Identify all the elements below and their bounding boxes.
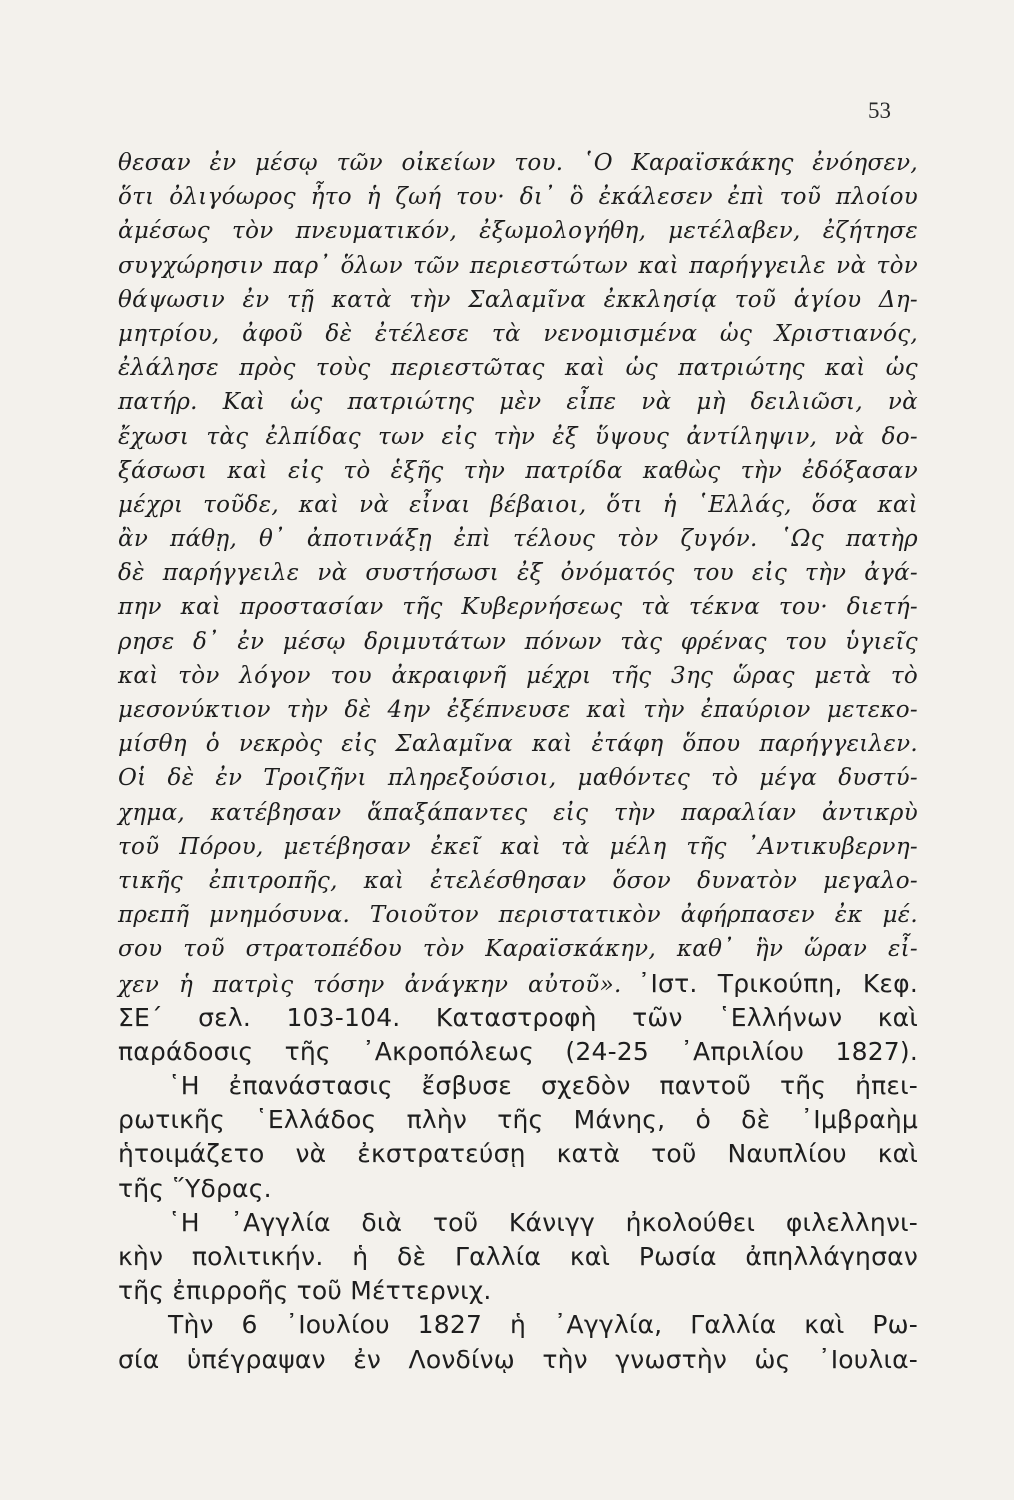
- quote-line: χημα, κατέβησαν ἅπαξάπαντες εἰς τὴν παραλίαν ἀντικρὺ: [118, 799, 918, 826]
- quote-line: μέχρι τοῦδε, καὶ νὰ εἶναι βέβαιοι, ὅτι ἡ ῾Ελλάς, ὅσα καὶ: [118, 491, 918, 518]
- quote-line: ρησε δ᾽ ἐν μέσῳ δριμυτάτων πόνων τὰς φρένας του ὑγιεῖς: [118, 628, 918, 655]
- quote-line: τικῆς ἐπιτροπῆς, καὶ ἐτελέσθησαν ὅσον δυνατὸν μεγαλο-: [118, 867, 918, 894]
- body-line: κὴν πολιτικήν. ἡ δὲ Γαλλία καὶ Ρωσία ἀπηλλάγησαν: [118, 1242, 918, 1271]
- quote-line: θάψωσιν ἐν τῇ κατὰ τὴν Σαλαμῖνα ἐκκλησίᾳ τοῦ ἁγίου Δη-: [118, 286, 918, 313]
- body-line: σία ὑπέγραψαν ἐν Λονδίνῳ τὴν γνωστὴν ὡς ᾽Ιουλια-: [118, 1344, 918, 1374]
- quote-line: συγχώρησιν παρ᾽ ὅλων τῶν περιεστώτων καὶ παρήγγειλε νὰ τὸν: [118, 252, 918, 279]
- body-line: Τὴν 6 ᾽Ιουλίου 1827 ἡ ᾽Αγγλία, Γαλλία καὶ Ρω-: [168, 1310, 918, 1340]
- quote-line: ἀμέσως τὸν πνευματικόν, ἐξωμολογήθη, μετέλαβεν, ἐζήτησε: [118, 218, 918, 245]
- quote-line: ὅτι ὀλιγόωρος ἦτο ἡ ζωή του· δι᾽ ὃ ἐκάλεσεν ἐπὶ τοῦ πλοίου: [118, 184, 918, 211]
- quote-line: δὲ παρήγγειλε νὰ συστήσωσι ἐξ ὀνόματός του εἰς τὴν ἀγά-: [118, 560, 918, 587]
- quote-line: μίσθη ὁ νεκρὸς εἰς Σαλαμῖνα καὶ ἐτάφη ὅπου παρήγγειλεν.: [118, 731, 918, 758]
- body-line: ΣΕ΄ σελ. 103-104. Καταστροφὴ τῶν ῾Ελλήνων καὶ: [118, 1002, 918, 1032]
- quote-end-text: χεν ἡ πατρὶς τόσην ἀνάγκην αὐτοῦ».: [118, 971, 622, 998]
- page-number: 53: [868, 98, 891, 123]
- quote-line: πρεπῆ μνημόσυνα. Τοιοῦτον περιστατικὸν ἀφήρπασεν ἐκ μέ.: [118, 902, 918, 929]
- body-line: ἡτοιμάζετο νὰ ἐκστρατεύσῃ κατὰ τοῦ Ναυπλίου καὶ: [118, 1139, 918, 1169]
- quote-line: σου τοῦ στρατοπέδου τὸν Καραϊσκάκην, καθ᾽ ἣν ὥραν εἶ-: [118, 936, 918, 963]
- quote-line: πην καὶ προστασίαν τῆς Κυβερνήσεως τὰ τέκνα του· διετή-: [118, 594, 918, 621]
- citation-text: ᾽Ιστ. Τρικούπη, Κεφ.: [637, 968, 918, 998]
- quote-line: μεσονύκτιον τὴν δὲ 4ην ἐξέπνευσε καὶ τὴν ἐπαύριον μετεκο-: [118, 697, 918, 723]
- mixed-line: [118, 967, 918, 1001]
- body-line: τῆς ῞Υδρας.: [118, 1173, 272, 1203]
- quote-line: ξάσωσι καὶ εἰς τὸ ἑξῆς τὴν πατρίδα καθὼς τὴν ἐδόξασαν: [118, 457, 918, 484]
- quote-line: πατήρ. Καὶ ὡς πατριώτης μὲν εἶπε νὰ μὴ δειλιῶσι, νὰ: [118, 389, 918, 416]
- quote-line: ἔχωσι τὰς ἐλπίδας των εἰς τὴν ἐξ ὕψους ἀντίληψιν, νὰ δο-: [118, 423, 918, 450]
- quote-line: ἂν πάθῃ, θ᾽ ἀποτινάξῃ ἐπὶ τέλους τὸν ζυγόν. ῾Ως πατὴρ: [118, 526, 918, 553]
- quote-line: τοῦ Πόρου, μετέβησαν ἐκεῖ καὶ τὰ μέλη τῆς ᾽Αντικυβερνη-: [118, 833, 918, 860]
- quote-line: θεσαν ἐν μέσῳ τῶν οἰκείων του. ῾Ο Καραϊσκάκης ἐνόησεν,: [118, 150, 918, 176]
- body-line: τῆς ἐπιρροῆς τοῦ Μέττερνιχ.: [118, 1276, 492, 1306]
- body-line: παράδοσις τῆς ᾽Ακροπόλεως (24-25 ᾽Απριλίου 1827).: [118, 1036, 918, 1066]
- body-line: ῾Η ἐπανάστασις ἔσβυσε σχεδὸν παντοῦ τῆς ἠπει-: [168, 1071, 918, 1101]
- quote-line: μητρίου, ἀφοῦ δὲ ἐτέλεσε τὰ νενομισμένα ὡς Χριστιανός,: [118, 320, 918, 347]
- quote-line: Οἱ δὲ ἐν Τροιζῆνι πληρεξούσιοι, μαθόντες τὸ μέγα δυστύ-: [118, 765, 918, 792]
- text-block: [118, 146, 918, 1377]
- body-line: ῾Η ᾽Αγγλία διὰ τοῦ Κάνιγγ ἠκολούθει φιλελληνι-: [168, 1207, 918, 1237]
- quote-line: καὶ τὸν λόγον του ἀκραιφνῆ μέχρι τῆς 3ης ὥρας μετὰ τὸ: [118, 662, 918, 689]
- quote-line: ἐλάλησε πρὸς τοὺς περιεστῶτας καὶ ὡς πατριώτης καὶ ὡς: [118, 355, 918, 382]
- body-line: ρωτικῆς ῾Ελλάδος πλὴν τῆς Μάνης, ὁ δὲ ᾽Ιμβραὴμ: [118, 1105, 918, 1135]
